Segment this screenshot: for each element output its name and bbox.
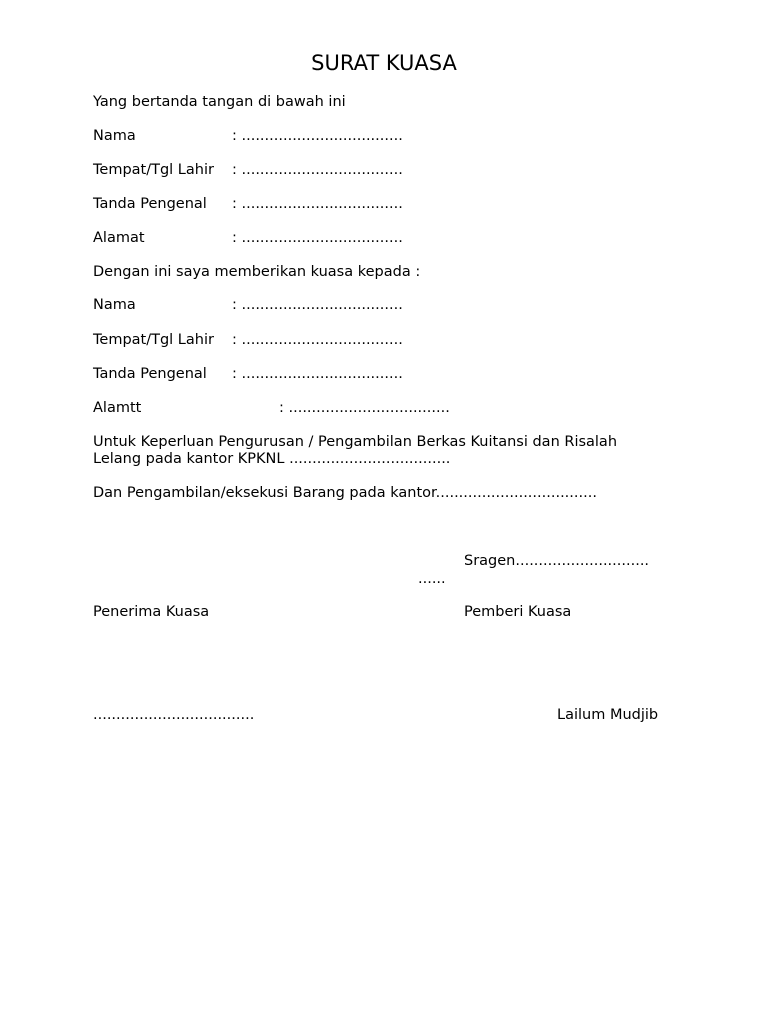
grantor-birth-label: Tempat/Tgl Lahir <box>93 162 214 178</box>
grantor-id-value: : ................................... <box>232 196 403 212</box>
recipient-signature-line: ................................... <box>93 707 255 723</box>
grantor-address-value: : ................................... <box>232 230 403 246</box>
grantee-birth-label: Tempat/Tgl Lahir <box>93 332 214 348</box>
grantor-address-label: Alamat <box>93 230 145 246</box>
grantee-address-value: : ................................... <box>279 400 450 416</box>
purpose-line-3: Dan Pengambilan/eksekusi Barang pada kantor................................... <box>93 485 597 501</box>
document-title: SURAT KUASA <box>311 51 457 75</box>
grantor-id-label: Tanda Pengenal <box>93 196 207 212</box>
grantor-name-value: : ................................... <box>232 128 403 144</box>
intro-text: Yang bertanda tangan di bawah ini <box>93 94 346 110</box>
recipient-label: Penerima Kuasa <box>93 604 210 620</box>
purpose-line-1: Untuk Keperluan Pengurusan / Pengambilan Berkas Kuitansi dan Risalah <box>93 434 618 450</box>
grantee-id-label: Tanda Pengenal <box>93 366 207 382</box>
grantor-signature-name: Lailum Mudjib <box>557 707 659 723</box>
grantee-name-label: Nama <box>93 297 136 313</box>
grantee-id-value: : ................................... <box>232 366 403 382</box>
place-date-line-2: ...... <box>418 571 446 587</box>
grantor-birth-value: : ................................... <box>232 162 403 178</box>
grantee-address-label: Alamtt <box>93 400 142 416</box>
grantor-label: Pemberi Kuasa <box>464 604 572 620</box>
authorize-statement: Dengan ini saya memberikan kuasa kepada : <box>93 264 421 280</box>
place-date-line-1: Sragen............................. <box>464 553 650 569</box>
purpose-line-2: Lelang pada kantor KPKNL ................................... <box>93 451 451 467</box>
grantee-name-value: : ................................... <box>232 297 403 313</box>
grantee-birth-value: : ................................... <box>232 332 403 348</box>
grantor-name-label: Nama <box>93 128 136 144</box>
